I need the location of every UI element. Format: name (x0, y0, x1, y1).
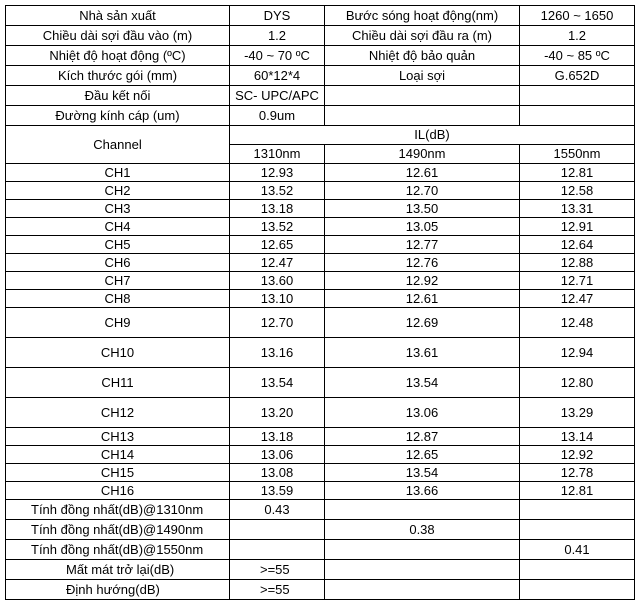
empty-cell (520, 580, 635, 600)
il-1310-value: 13.18 (230, 428, 325, 446)
il-1490-value: 13.66 (325, 482, 520, 500)
extra-row (6, 560, 635, 580)
uniformity-label: Tính đồng nhất(dB)@1490nm (6, 520, 230, 540)
channel-label: CH14 (6, 446, 230, 464)
channel-row (6, 368, 635, 398)
il-header-row (6, 126, 635, 145)
spec-value: 60*12*4 (230, 66, 325, 86)
channel-label: CH5 (6, 236, 230, 254)
empty-cell (520, 500, 635, 520)
channel-row (6, 218, 635, 236)
il-1310-value: 13.52 (230, 182, 325, 200)
uniformity-row (6, 540, 635, 560)
spec-row (6, 46, 635, 66)
spec-value: 0.9um (230, 106, 325, 126)
il-1310-value: 13.52 (230, 218, 325, 236)
il-1490-value: 12.70 (325, 182, 520, 200)
il-1550-value: 12.80 (520, 368, 635, 398)
channel-label: CH2 (6, 182, 230, 200)
il-1550-value: 12.81 (520, 164, 635, 182)
il-1310-value: 12.47 (230, 254, 325, 272)
il-1310-value: 13.06 (230, 446, 325, 464)
il-1310-value: 13.60 (230, 272, 325, 290)
il-1550-value: 12.58 (520, 182, 635, 200)
empty-cell (520, 520, 635, 540)
il-1490-value: 13.54 (325, 368, 520, 398)
spec-value: 1260 ~ 1650 (520, 6, 635, 26)
uniformity-value: 0.38 (325, 520, 520, 540)
spec-value: 1.2 (230, 26, 325, 46)
spec-value: -40 ~ 70 ºC (230, 46, 325, 66)
uniformity-value: 0.43 (230, 500, 325, 520)
il-1310-value: 13.08 (230, 464, 325, 482)
il-1310-value: 13.10 (230, 290, 325, 308)
spec-row (6, 26, 635, 46)
channel-row (6, 236, 635, 254)
wavelength-header: 1490nm (325, 145, 520, 164)
channel-label: CH13 (6, 428, 230, 446)
il-1550-value: 12.64 (520, 236, 635, 254)
spec-label: Chiều dài sợi đầu vào (m) (6, 26, 230, 46)
spec-label: Loại sợi (325, 66, 520, 86)
extra-label: Định hướng(dB) (6, 580, 230, 600)
channel-label: CH3 (6, 200, 230, 218)
il-1490-value: 13.61 (325, 338, 520, 368)
il-1310-value: 13.18 (230, 200, 325, 218)
channel-row (6, 446, 635, 464)
channel-label: CH15 (6, 464, 230, 482)
il-1490-value: 12.77 (325, 236, 520, 254)
spec-row (6, 66, 635, 86)
channel-label: CH4 (6, 218, 230, 236)
empty-cell (230, 520, 325, 540)
channel-row (6, 182, 635, 200)
spec-value: 1.2 (520, 26, 635, 46)
empty-cell (520, 560, 635, 580)
spec-empty (520, 86, 635, 106)
il-1490-value: 12.61 (325, 290, 520, 308)
channel-label: CH12 (6, 398, 230, 428)
channel-row (6, 464, 635, 482)
il-1490-value: 13.54 (325, 464, 520, 482)
spec-table (5, 5, 635, 600)
channel-label: CH9 (6, 308, 230, 338)
il-1310-value: 12.93 (230, 164, 325, 182)
il-1550-value: 12.88 (520, 254, 635, 272)
il-1490-value: 12.92 (325, 272, 520, 290)
il-1490-value: 12.69 (325, 308, 520, 338)
uniformity-row (6, 500, 635, 520)
channel-label: CH16 (6, 482, 230, 500)
il-1550-value: 12.91 (520, 218, 635, 236)
spec-row (6, 6, 635, 26)
channel-row (6, 164, 635, 182)
channel-row (6, 308, 635, 338)
il-1310-value: 12.70 (230, 308, 325, 338)
spec-label: Bước sóng hoạt động(nm) (325, 6, 520, 26)
empty-cell (230, 540, 325, 560)
il-1550-value: 12.48 (520, 308, 635, 338)
wavelength-header: 1310nm (230, 145, 325, 164)
il-1550-value: 12.47 (520, 290, 635, 308)
il-1550-value: 12.81 (520, 482, 635, 500)
il-1490-value: 12.61 (325, 164, 520, 182)
il-1550-value: 12.92 (520, 446, 635, 464)
extra-value: >=55 (230, 560, 325, 580)
il-1490-value: 13.05 (325, 218, 520, 236)
spec-label: Nhiệt độ bảo quản (325, 46, 520, 66)
channel-row (6, 482, 635, 500)
spec-label: Nhiệt độ hoạt động (ºC) (6, 46, 230, 66)
il-1550-value: 12.94 (520, 338, 635, 368)
il-1490-value: 12.76 (325, 254, 520, 272)
extra-value: >=55 (230, 580, 325, 600)
il-1490-value: 12.65 (325, 446, 520, 464)
spec-label: Chiều dài sợi đầu ra (m) (325, 26, 520, 46)
il-1310-value: 12.65 (230, 236, 325, 254)
channel-row (6, 428, 635, 446)
channel-label: CH8 (6, 290, 230, 308)
spec-empty (520, 106, 635, 126)
empty-cell (325, 500, 520, 520)
spec-value: SC- UPC/APC (230, 86, 325, 106)
wavelength-header: 1550nm (520, 145, 635, 164)
spec-label: Nhà sản xuất (6, 6, 230, 26)
empty-cell (325, 580, 520, 600)
il-1550-value: 12.71 (520, 272, 635, 290)
extra-row (6, 580, 635, 600)
channel-header: Channel (6, 126, 230, 164)
channel-row (6, 398, 635, 428)
il-1310-value: 13.54 (230, 368, 325, 398)
uniformity-label: Tính đồng nhất(dB)@1310nm (6, 500, 230, 520)
il-1490-value: 13.06 (325, 398, 520, 428)
channel-row (6, 254, 635, 272)
spec-row (6, 86, 635, 106)
spec-value: G.652D (520, 66, 635, 86)
channel-row (6, 200, 635, 218)
uniformity-value: 0.41 (520, 540, 635, 560)
uniformity-row (6, 520, 635, 540)
spec-empty (325, 106, 520, 126)
il-1310-value: 13.20 (230, 398, 325, 428)
channel-label: CH1 (6, 164, 230, 182)
il-1310-value: 13.59 (230, 482, 325, 500)
il-header: IL(dB) (230, 126, 635, 145)
spec-row (6, 106, 635, 126)
il-1550-value: 13.14 (520, 428, 635, 446)
spec-empty (325, 86, 520, 106)
channel-label: CH6 (6, 254, 230, 272)
uniformity-label: Tính đồng nhất(dB)@1550nm (6, 540, 230, 560)
spec-label: Đầu kết nối (6, 86, 230, 106)
empty-cell (325, 540, 520, 560)
il-1550-value: 13.31 (520, 200, 635, 218)
il-1550-value: 13.29 (520, 398, 635, 428)
channel-label: CH10 (6, 338, 230, 368)
extra-label: Mất mát trở lại(dB) (6, 560, 230, 580)
il-1550-value: 12.78 (520, 464, 635, 482)
il-1310-value: 13.16 (230, 338, 325, 368)
channel-label: CH11 (6, 368, 230, 398)
channel-label: CH7 (6, 272, 230, 290)
il-1490-value: 12.87 (325, 428, 520, 446)
spec-value: -40 ~ 85 ºC (520, 46, 635, 66)
spec-value: DYS (230, 6, 325, 26)
empty-cell (325, 560, 520, 580)
il-1490-value: 13.50 (325, 200, 520, 218)
channel-row (6, 338, 635, 368)
spec-label: Đường kính cáp (um) (6, 106, 230, 126)
spec-label: Kích thước gói (mm) (6, 66, 230, 86)
channel-row (6, 290, 635, 308)
channel-row (6, 272, 635, 290)
